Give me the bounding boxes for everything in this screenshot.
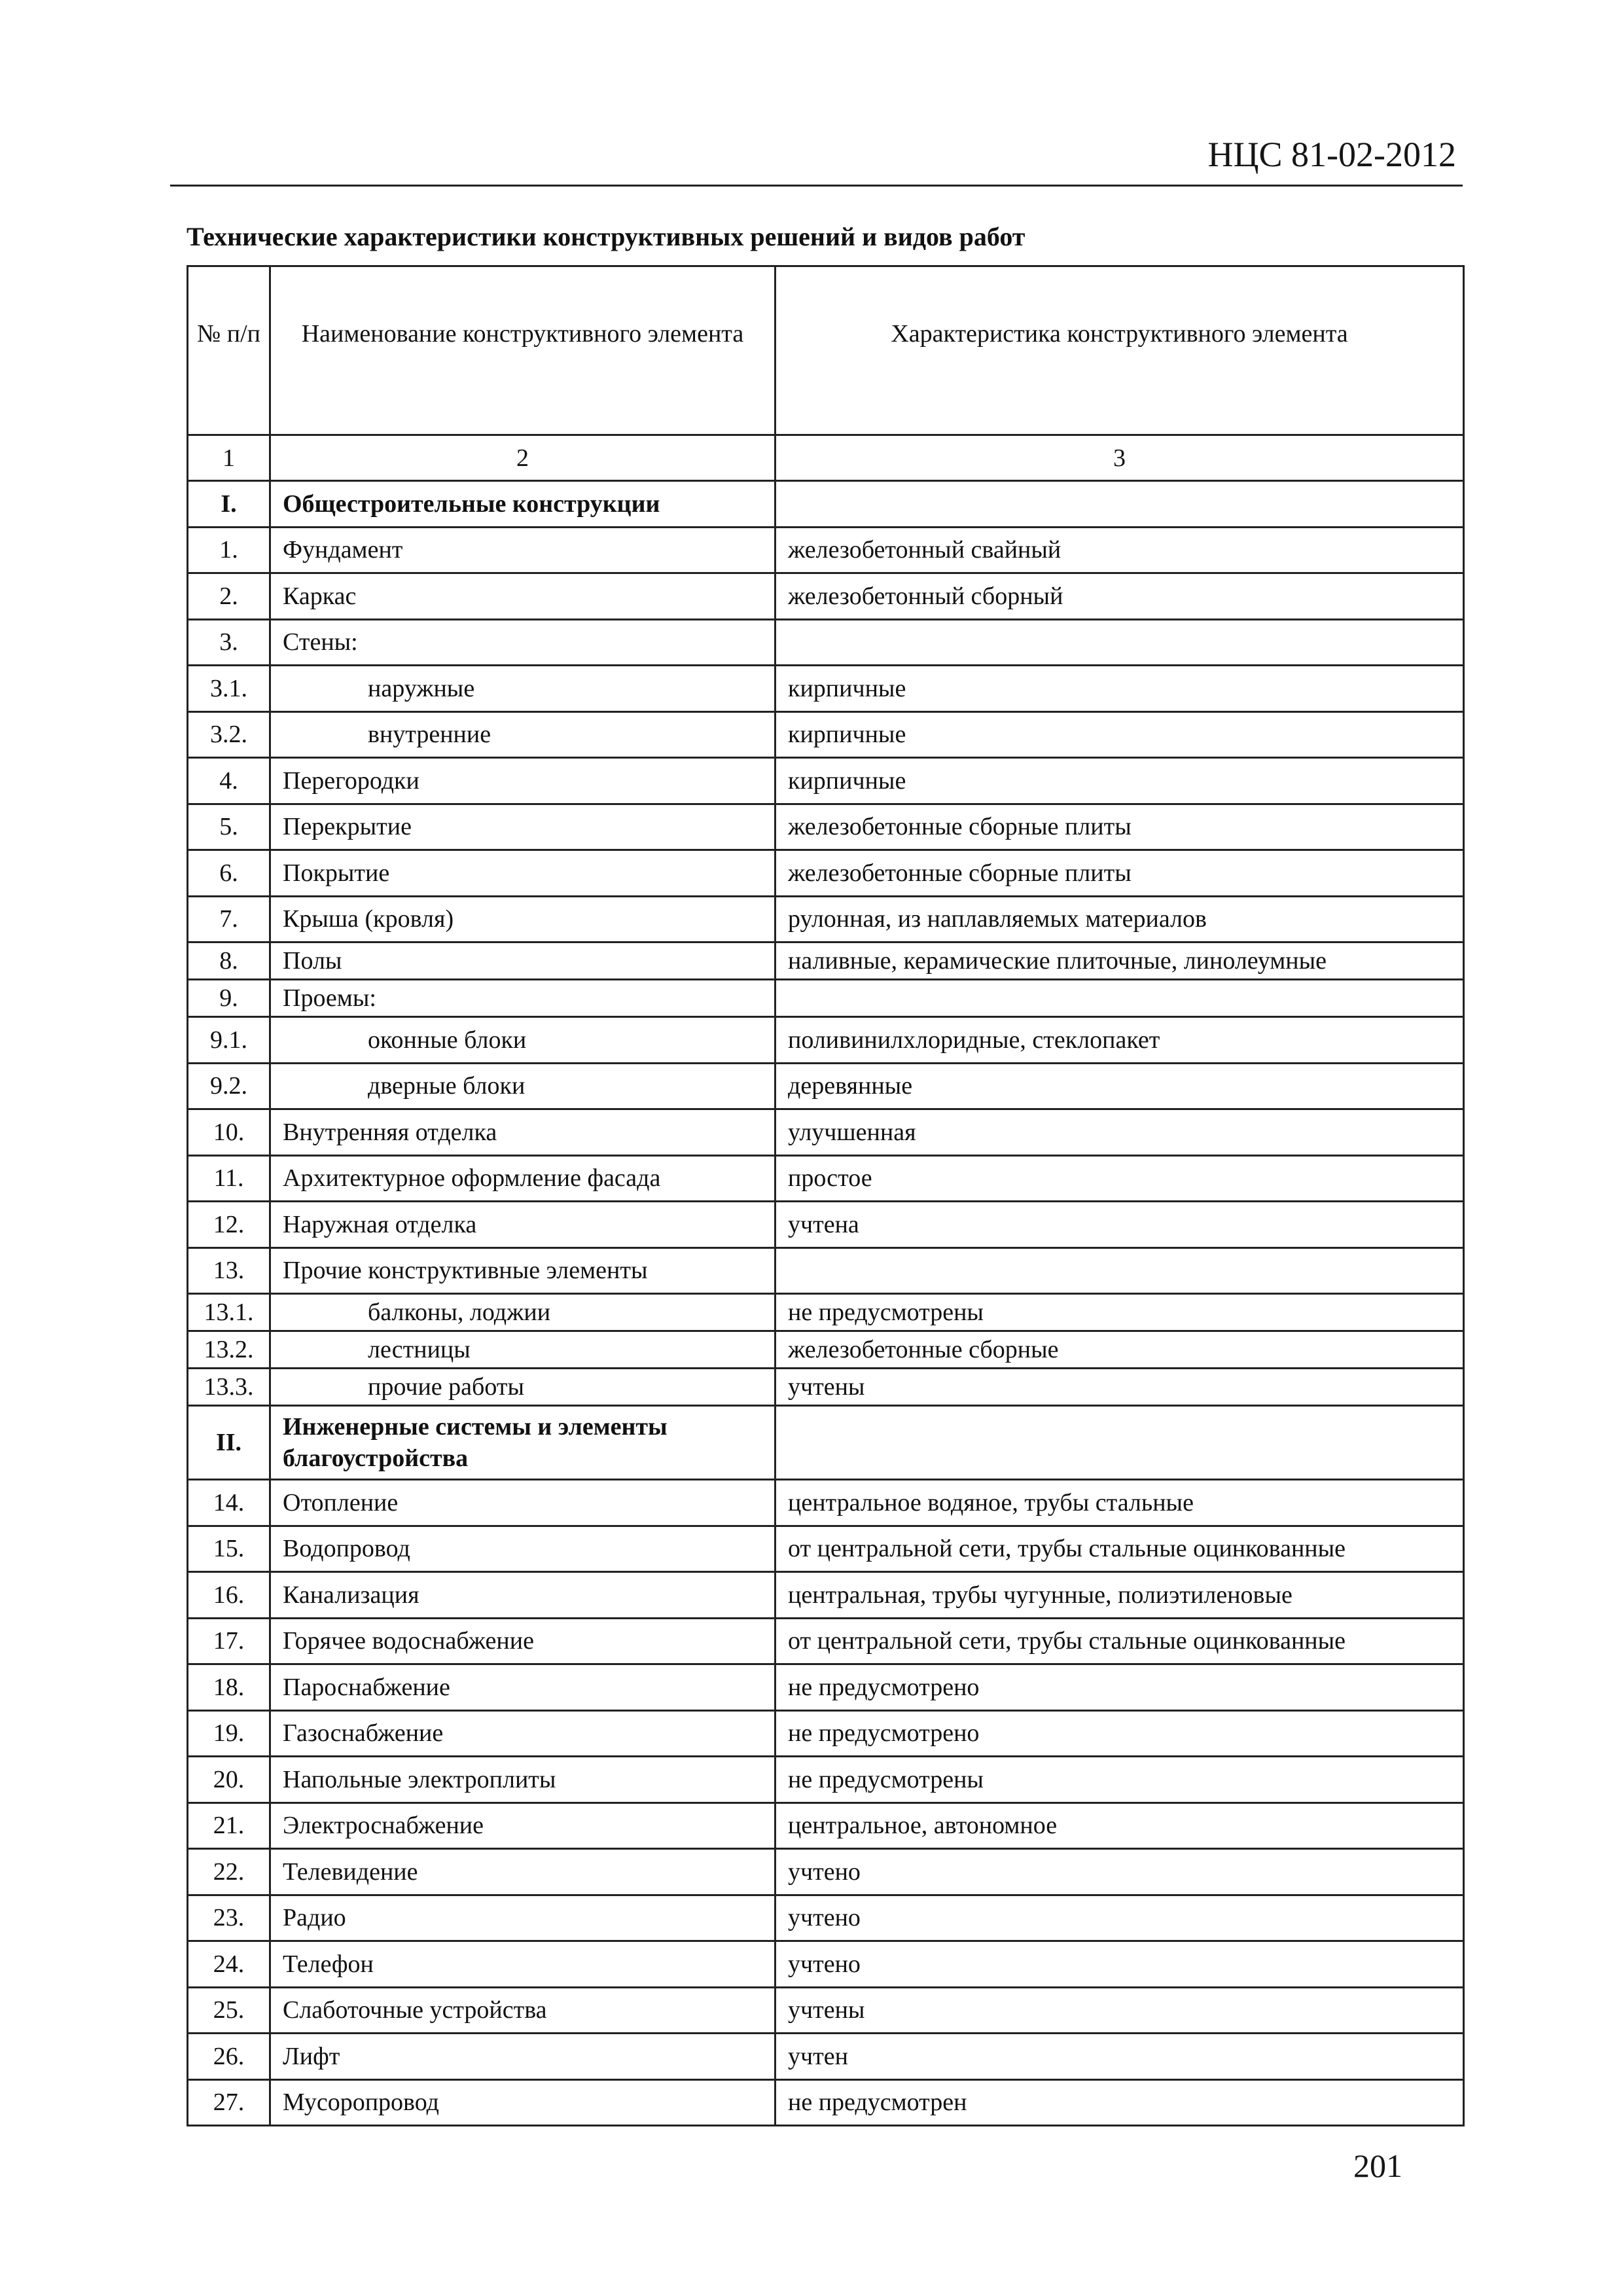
- element-characteristic: учтено: [776, 1941, 1464, 1988]
- table-row: [188, 758, 1464, 804]
- element-name: Слаботочные устройства: [270, 1987, 776, 2034]
- element-characteristic: центральная, трубы чугунные, полиэтиленовые: [776, 1572, 1464, 1619]
- row-number: 4.: [188, 758, 270, 804]
- table-row: [188, 1710, 1464, 1757]
- row-number: 18.: [188, 1664, 270, 1711]
- header-element-characteristic: Характеристика конструктивного элемента: [776, 266, 1464, 435]
- table-row: [188, 1017, 1464, 1064]
- element-characteristic: железобетонный свайный: [776, 527, 1464, 573]
- table-row: [188, 896, 1464, 942]
- table-row: [188, 1202, 1464, 1248]
- table-row: [188, 619, 1464, 666]
- element-name: Фундамент: [270, 527, 776, 573]
- table-row: [188, 1987, 1464, 2034]
- element-name: Напольные электроплиты: [270, 1757, 776, 1803]
- element-name: Архитектурное оформление фасада: [270, 1155, 776, 1202]
- row-number: II.: [188, 1406, 270, 1480]
- table-row: [188, 804, 1464, 850]
- element-name: Телефон: [270, 1941, 776, 1988]
- element-characteristic: [776, 619, 1464, 666]
- document-title: Технические характеристики конструктивных решений и видов работ: [187, 222, 1026, 251]
- element-name: Внутренняя отделка: [270, 1109, 776, 1156]
- element-characteristic: [776, 481, 1464, 528]
- table-row: [188, 1849, 1464, 1895]
- element-characteristic: учтен: [776, 2034, 1464, 2080]
- element-characteristic: [776, 1247, 1464, 1294]
- table-row: [188, 711, 1464, 758]
- row-number: 9.2.: [188, 1063, 270, 1109]
- element-characteristic: от центральной сети, трубы стальные оцинкованные: [776, 1526, 1464, 1572]
- element-name-text: внутренние: [368, 721, 491, 749]
- row-number: 13.3.: [188, 1369, 270, 1406]
- header-divider: [170, 185, 1463, 187]
- row-number: 27.: [188, 2079, 270, 2126]
- element-name: Газоснабжение: [270, 1710, 776, 1757]
- element-name: Покрытие: [270, 850, 776, 897]
- element-name: Отопление: [270, 1480, 776, 1526]
- row-number: 23.: [188, 1895, 270, 1941]
- element-name: Стены:: [270, 619, 776, 666]
- column-number-row: [188, 435, 1464, 481]
- element-name: Наружная отделка: [270, 1202, 776, 1248]
- element-characteristic: рулонная, из наплавляемых материалов: [776, 896, 1464, 942]
- section-row: [188, 481, 1464, 528]
- element-characteristic: не предусмотрено: [776, 1710, 1464, 1757]
- row-number: 15.: [188, 1526, 270, 1572]
- element-characteristic: кирпичные: [776, 666, 1464, 712]
- row-number: 3.1.: [188, 666, 270, 712]
- row-number: 5.: [188, 804, 270, 850]
- element-characteristic: улучшенная: [776, 1109, 1464, 1156]
- element-characteristic: учтено: [776, 1895, 1464, 1941]
- element-characteristic: учтены: [776, 1987, 1464, 2034]
- table-row: [188, 2079, 1464, 2126]
- table-row: [188, 1757, 1464, 1803]
- row-number: 7.: [188, 896, 270, 942]
- row-number: 3.: [188, 619, 270, 666]
- element-name-text: лестницы: [368, 1336, 471, 1363]
- spec-table-body: [188, 266, 1464, 2126]
- table-row: [188, 850, 1464, 897]
- table-row: [188, 1155, 1464, 1202]
- element-name-text: оконные блоки: [368, 1026, 527, 1054]
- element-characteristic: [776, 980, 1464, 1017]
- element-name: Мусоропровод: [270, 2079, 776, 2126]
- element-characteristic: не предусмотрено: [776, 1664, 1464, 1711]
- table-row: [188, 980, 1464, 1017]
- header-element-name: Наименование конструктивного элемента: [270, 266, 776, 435]
- element-name: [270, 666, 776, 712]
- element-characteristic: простое: [776, 1155, 1464, 1202]
- element-characteristic: железобетонные сборные: [776, 1331, 1464, 1369]
- table-row: [188, 1109, 1464, 1156]
- element-name: Водопровод: [270, 1526, 776, 1572]
- table-row: [188, 942, 1464, 980]
- element-name: Инженерные системы и элементы благоустройства: [270, 1406, 776, 1480]
- element-name: Радио: [270, 1895, 776, 1941]
- element-name: [270, 1294, 776, 1331]
- element-name: [270, 1017, 776, 1064]
- element-characteristic: железобетонные сборные плиты: [776, 850, 1464, 897]
- element-name: Полы: [270, 942, 776, 980]
- column-number-3: 3: [776, 435, 1464, 481]
- element-characteristic: не предусмотрены: [776, 1757, 1464, 1803]
- document-code: НЦС 81-02-2012: [1207, 135, 1456, 174]
- table-row: [188, 1941, 1464, 1988]
- row-number: 19.: [188, 1710, 270, 1757]
- table-row: [188, 1803, 1464, 1849]
- column-number-2: 2: [270, 435, 776, 481]
- element-name: Прочие конструктивные элементы: [270, 1247, 776, 1294]
- element-characteristic: центральное, автономное: [776, 1803, 1464, 1849]
- table-row: [188, 527, 1464, 573]
- element-name-text: дверные блоки: [368, 1072, 526, 1100]
- row-number: 6.: [188, 850, 270, 897]
- table-header-row: [188, 266, 1464, 435]
- element-name: [270, 1369, 776, 1406]
- column-number-1: 1: [188, 435, 270, 481]
- element-name: Каркас: [270, 573, 776, 620]
- row-number: 1.: [188, 527, 270, 573]
- element-name: Крыша (кровля): [270, 896, 776, 942]
- row-number: 20.: [188, 1757, 270, 1803]
- row-number: 10.: [188, 1109, 270, 1156]
- element-characteristic: железобетонный сборный: [776, 573, 1464, 620]
- row-number: 25.: [188, 1987, 270, 2034]
- row-number: I.: [188, 481, 270, 528]
- element-characteristic: не предусмотрен: [776, 2079, 1464, 2126]
- element-name: [270, 1331, 776, 1369]
- element-name: Пароснабжение: [270, 1664, 776, 1711]
- element-characteristic: учтены: [776, 1369, 1464, 1406]
- element-name: Канализация: [270, 1572, 776, 1619]
- element-name: Горячее водоснабжение: [270, 1618, 776, 1664]
- element-name: Телевидение: [270, 1849, 776, 1895]
- row-number: 11.: [188, 1155, 270, 1202]
- element-name: Лифт: [270, 2034, 776, 2080]
- table-row: [188, 1572, 1464, 1619]
- row-number: 22.: [188, 1849, 270, 1895]
- table-row: [188, 1526, 1464, 1572]
- table-row: [188, 1480, 1464, 1526]
- row-number: 16.: [188, 1572, 270, 1619]
- row-number: 26.: [188, 2034, 270, 2080]
- header-number: № п/п: [188, 266, 270, 435]
- element-name: Перегородки: [270, 758, 776, 804]
- element-characteristic: кирпичные: [776, 711, 1464, 758]
- spec-table: [187, 265, 1465, 2126]
- table-row: [188, 1331, 1464, 1369]
- table-row: [188, 1618, 1464, 1664]
- element-characteristic: поливинилхлоридные, стеклопакет: [776, 1017, 1464, 1064]
- element-name: Проемы:: [270, 980, 776, 1017]
- row-number: 21.: [188, 1803, 270, 1849]
- element-characteristic: не предусмотрены: [776, 1294, 1464, 1331]
- element-name-text: наружные: [368, 674, 475, 702]
- element-name: Общестроительные конструкции: [270, 481, 776, 528]
- row-number: 9.1.: [188, 1017, 270, 1064]
- element-name-text: прочие работы: [368, 1373, 525, 1401]
- table-row: [188, 1063, 1464, 1109]
- row-number: 8.: [188, 942, 270, 980]
- row-number: 17.: [188, 1618, 270, 1664]
- element-name: Электроснабжение: [270, 1803, 776, 1849]
- element-characteristic: наливные, керамические плиточные, линолеумные: [776, 942, 1464, 980]
- element-name: Перекрытие: [270, 804, 776, 850]
- element-name: [270, 711, 776, 758]
- row-number: 13.1.: [188, 1294, 270, 1331]
- table-row: [188, 1247, 1464, 1294]
- table-row: [188, 573, 1464, 620]
- element-characteristic: учтена: [776, 1202, 1464, 1248]
- element-characteristic: учтено: [776, 1849, 1464, 1895]
- table-row: [188, 1294, 1464, 1331]
- element-characteristic: от центральной сети, трубы стальные оцинкованные: [776, 1618, 1464, 1664]
- element-characteristic: деревянные: [776, 1063, 1464, 1109]
- row-number: 13.2.: [188, 1331, 270, 1369]
- table-row: [188, 1369, 1464, 1406]
- row-number: 2.: [188, 573, 270, 620]
- row-number: 9.: [188, 980, 270, 1017]
- row-number: 3.2.: [188, 711, 270, 758]
- table-row: [188, 1664, 1464, 1711]
- page-number: 201: [1353, 2147, 1402, 2184]
- table-row: [188, 666, 1464, 712]
- element-characteristic: [776, 1406, 1464, 1480]
- row-number: 12.: [188, 1202, 270, 1248]
- row-number: 24.: [188, 1941, 270, 1988]
- table-row: [188, 1895, 1464, 1941]
- element-characteristic: кирпичные: [776, 758, 1464, 804]
- element-name: [270, 1063, 776, 1109]
- table-row: [188, 2034, 1464, 2080]
- row-number: 14.: [188, 1480, 270, 1526]
- row-number: 13.: [188, 1247, 270, 1294]
- section-row: [188, 1406, 1464, 1480]
- element-name-text: балконы, лоджии: [368, 1299, 551, 1326]
- element-characteristic: железобетонные сборные плиты: [776, 804, 1464, 850]
- element-characteristic: центральное водяное, трубы стальные: [776, 1480, 1464, 1526]
